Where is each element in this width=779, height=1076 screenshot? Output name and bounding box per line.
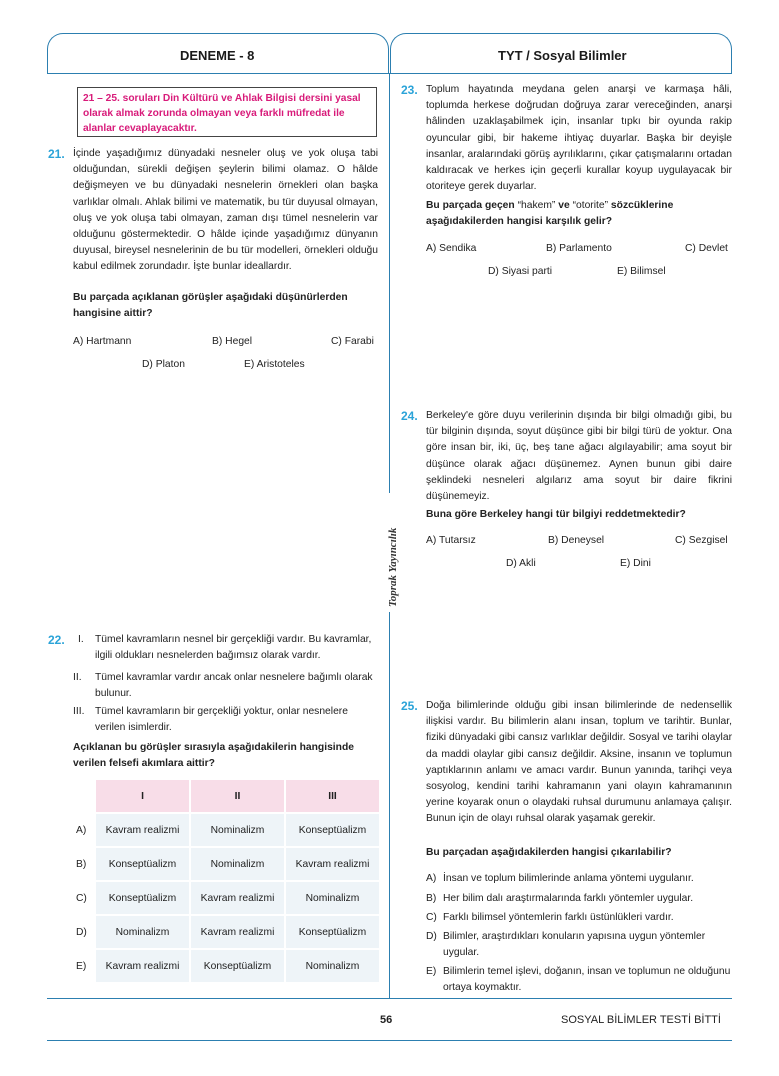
option-text: Bilimlerin temel işlevi, doğanın, insan ve toplumun ne olduğunu ortaya koymaktır. [443, 966, 731, 993]
footer-divider-bottom [47, 1040, 732, 1041]
q21-stem: Bu parçada açıklanan görüşler aşağıdaki düşünürlerden hangisine aittir? [73, 292, 348, 319]
table-row[interactable] [76, 848, 379, 880]
q23-stem-part: ve [558, 200, 570, 211]
question-number: 22. [48, 633, 65, 647]
statement-label: III. [73, 706, 85, 717]
q21-option-e[interactable]: E) Aristoteles [244, 359, 305, 370]
header-left-title: DENEME - 8 [180, 48, 255, 63]
table-cell: Konseptüalizm [286, 814, 379, 846]
statement-text: Tümel kavramların nesnel bir gerçekliği vardır. Bu kavramlar, ilgili oldukları nesnelerden bağımsız olarak vardır. [95, 634, 372, 661]
table-cell: Nominalizm [96, 916, 189, 948]
option-label: A) [426, 873, 437, 884]
table-cell: Konseptüalizm [96, 882, 189, 914]
option-label: C) [426, 912, 437, 923]
q25-option-c[interactable] [426, 910, 732, 926]
row-label: B) [76, 858, 87, 870]
table-cell: Nominalizm [286, 950, 379, 982]
table-cell: Kavram realizmi [191, 916, 284, 948]
row-label: C) [76, 892, 87, 904]
q24-option-c[interactable]: C) Sezgisel [675, 535, 728, 546]
q25-passage: Doğa bilimlerinde olduğu gibi insan bilimlerinde de nedensellik ilişkisi vardır. Bu bilimlerin alanı insan, toplum ve tarihtir. Bunlar, fiziki dünyadaki gibi cansız varlıklar değildir. Sosyal ve tarihi olaylar da maddi olaylar gibi cansız değildir. Aksine, insanın ve toplumun yaptıklarının anlamı ve amacı vardır. Bunun yanında, tarihçi veya sosyolog, kendini tarihi kahramanın yani olayın kahramanının yerine koyarak onun o olaydaki ruhsal durumunu anlamaya çalışır. Bunun için de olayı ruhsal olarak yaşamak gerekir. [426, 700, 732, 825]
row-label: A) [76, 824, 87, 836]
q23-option-e[interactable]: E) Bilimsel [617, 266, 666, 277]
question-number: 21. [48, 147, 65, 161]
q24-option-d[interactable]: D) Akli [506, 558, 536, 569]
option-label: B) [426, 893, 437, 904]
q25-option-a[interactable] [426, 871, 732, 887]
q23-stem-part: Bu parçada geçen [426, 200, 515, 211]
q24-passage: Berkeley'e göre duyu verilerinin dışında bir bilgi olmadığı gibi, bu tür bilginin dışında, soyut düşünce gibi bir bilgi türü de yoktur. Ona göre insan bir, iki, üç, beş tane ağacı algılayabilir; ama soyut bir düşünce olarak ağacı düşünemez. Aynen bunun gibi daire şeklindeki nesneleri algılarız ama soyut bir daire fikrini düşünemeyiz. [426, 410, 732, 503]
q23-stem-quote2: “otorite” [572, 200, 609, 211]
table-cell: Konseptüalizm [286, 916, 379, 948]
q23-stem-part: sözcüklerine aşağıdakilerden hangisi karşılık gelir? [426, 200, 674, 227]
column-divider-bottom [389, 612, 390, 998]
q23-option-d[interactable]: D) Siyasi parti [488, 266, 553, 277]
question-number: 23. [401, 83, 418, 97]
page-number: 56 [380, 1014, 393, 1026]
notice-box: 21 – 25. soruları Din Kültürü ve Ahlak Bilgisi dersini yasal olarak almak zorunda olmayan veya farklı müfredat ile alanlar cevaplayacaktır. [77, 87, 377, 137]
q25-option-d[interactable] [426, 929, 732, 961]
footer-divider-top [47, 998, 732, 999]
row-label: E) [76, 960, 87, 972]
q24-option-e[interactable]: E) Dini [620, 558, 651, 569]
table-cell: Konseptüalizm [191, 950, 284, 982]
row-label: D) [76, 926, 87, 938]
option-text: İnsan ve toplum bilimlerinde anlama yöntemi uygulanır. [443, 873, 694, 884]
statement-label: I. [78, 634, 84, 645]
table-cell: Konseptüalizm [96, 848, 189, 880]
table-row[interactable] [76, 950, 379, 982]
q21-option-d[interactable]: D) Platon [142, 359, 185, 370]
statement-text: Tümel kavramların bir gerçekliği yoktur, onlar nesnelere verilen isimlerdir. [95, 706, 348, 733]
statement-text: Tümel kavramlar vardır ancak onlar nesnelere bağımlı olarak bulunur. [95, 672, 373, 699]
q21-passage: İçinde yaşadığımız dünyadaki nesneler oluş ve yok oluşa tabi olduğundan, sürekli değişen şeylerin bilimi olamaz. O hâlde değişmeyen ve bu dünyadaki nesnelerin örnekleri olan başka varlıklar olmalı. Ahlak bilimi ve matematik, bu tür duyusal olmayan, oluş ve yok oluşa tabi olmayan, zaman dışı tümel nesnelerin var olduğunu göstermektedir. O hâlde içinde yaşadığımız dünyanın duyusal, bireysel nesnelerinin de bu tür modelleri, örnekleri olduğu kabul edilmek zorundadır. İşte bunlar ideallardır. [73, 148, 378, 273]
table-header-cell: I [96, 780, 189, 812]
q23-stem-quote1: “hakem” [517, 200, 556, 211]
option-text: Farklı bilimsel yöntemlerin farklı üstünlükleri vardır. [443, 912, 674, 923]
table-row[interactable] [76, 882, 379, 914]
option-label: E) [426, 966, 437, 977]
table-corner [76, 780, 94, 812]
q24-option-b[interactable]: B) Deneysel [548, 535, 605, 546]
q24-option-a[interactable]: A) Tutarsız [426, 535, 476, 546]
question-number: 25. [401, 699, 418, 713]
table-cell: Nominalizm [191, 848, 284, 880]
table-row[interactable] [76, 814, 379, 846]
column-divider-top [389, 73, 390, 493]
table-header-cell: III [286, 780, 379, 812]
question-number: 24. [401, 409, 418, 423]
q22-statement-ii [73, 670, 378, 702]
table-header-cell: II [191, 780, 284, 812]
table-cell: Kavram realizmi [96, 814, 189, 846]
q23-option-c[interactable]: C) Devlet [685, 243, 728, 254]
section-end-text: SOSYAL BİLİMLER TESTİ BİTTİ [561, 1014, 721, 1026]
q25-option-e[interactable] [426, 964, 732, 996]
q22-answer-table [74, 778, 381, 984]
option-label: D) [426, 931, 437, 942]
q23-stem [426, 198, 732, 230]
table-cell: Nominalizm [286, 882, 379, 914]
table-cell: Nominalizm [191, 814, 284, 846]
option-text: Bilimler, araştırdıkları konuların yapısına uygun yöntemler uygular. [443, 931, 706, 958]
table-cell: Kavram realizmi [191, 882, 284, 914]
statement-label: II. [73, 672, 82, 683]
q22-statement-iii [73, 704, 378, 736]
q22-stem: Açıklanan bu görüşler sırasıyla aşağıdakilerin hangisinde verilen felsefi akımlara aittir? [73, 742, 354, 769]
q21-option-c[interactable]: C) Farabi [331, 336, 374, 347]
q25-stem: Bu parçadan aşağıdakilerden hangisi çıkarılabilir? [426, 847, 672, 858]
q24-stem: Buna göre Berkeley hangi tür bilgiyi reddetmektedir? [426, 509, 686, 520]
q23-option-b[interactable]: B) Parlamento [546, 243, 612, 254]
table-cell: Kavram realizmi [286, 848, 379, 880]
q25-option-b[interactable] [426, 891, 732, 907]
table-cell: Kavram realizmi [96, 950, 189, 982]
publisher-logo-text: Toprak Yayıncılık [387, 527, 399, 607]
header-right-title: TYT / Sosyal Bilimler [498, 48, 627, 63]
q23-option-a[interactable]: A) Sendika [426, 243, 477, 254]
q21-option-b[interactable]: B) Hegel [212, 336, 253, 347]
table-row[interactable] [76, 916, 379, 948]
q22-statement-i [78, 632, 378, 664]
table-header-row [76, 780, 379, 812]
option-text: Her bilim dalı araştırmalarında farklı yöntemler uygular. [443, 893, 694, 904]
publisher-logo [383, 497, 403, 609]
q21-option-a[interactable]: A) Hartmann [73, 336, 132, 347]
q23-passage: Toplum hayatında meydana gelen anarşi ve karmaşa hâli, toplumda herkese doğrudan doğruya zarar vereceğinden, anarşi hâlinden uzaklaşabilmek için, insanlar tıpkı bir oyunda rakip oyuncular gibi, bir hakeme ihtiyaç duyarlar. Başka bir deyişle insanlar, aralarındaki görüş ayrılıklarını, çıkar çatışmalarını ortadan kaldıracak ve herkes için geçerli kurallar koyup uygulayacak bir otoriteye gerek duyarlar. [426, 84, 732, 193]
